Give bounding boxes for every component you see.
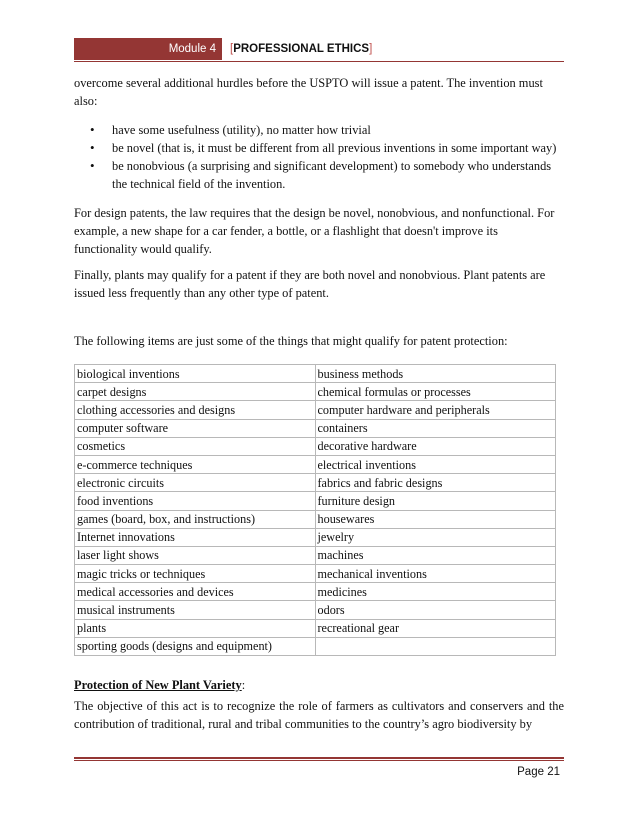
table-cell: medical accessories and devices — [75, 583, 316, 601]
table-cell: musical instruments — [75, 601, 316, 619]
design-text: For design patents, the law requires that the design be novel, nonobvious, and nonfunctional. For example, a new shape for a car fender, a bottle, or a flashlight that doesn't improve its functionality would qualify. — [74, 206, 555, 256]
table-cell: cosmetics — [75, 437, 316, 455]
table-row — [75, 492, 556, 510]
table-cell: jewelry — [315, 528, 556, 546]
table-cell: chemical formulas or processes — [315, 383, 556, 401]
table-cell: Internet innovations — [75, 528, 316, 546]
table-cell: electrical inventions — [315, 455, 556, 473]
table-row — [75, 565, 556, 583]
table-cell: magic tricks or techniques — [75, 565, 316, 583]
table-cell: computer software — [75, 419, 316, 437]
table-cell: mechanical inventions — [315, 565, 556, 583]
protection-paragraph: The objective of this act is to recognize the role of farmers as cultivators and conservers and the contribution of traditional, rural and tribal communities to the country’s agro biodiversity by — [74, 699, 564, 731]
table-cell: housewares — [315, 510, 556, 528]
plant-patents-paragraph — [74, 266, 564, 302]
table-row — [75, 546, 556, 564]
table-cell: furniture design — [315, 492, 556, 510]
footer-divider-thin — [74, 760, 564, 761]
table-cell: medicines — [315, 583, 556, 601]
table-row — [75, 637, 556, 655]
table-row — [75, 437, 556, 455]
intro-paragraph — [74, 74, 564, 110]
table-row — [75, 419, 556, 437]
table-cell: e-commerce techniques — [75, 455, 316, 473]
table-cell: food inventions — [75, 492, 316, 510]
table-row — [75, 474, 556, 492]
table-cell: machines — [315, 546, 556, 564]
list-item: • be nonobvious (a surprising and significant development) to somebody who understands the technical field of the invention. — [74, 157, 564, 193]
table-row — [75, 583, 556, 601]
requirements-list — [74, 121, 564, 193]
table-cell: computer hardware and peripherals — [315, 401, 556, 419]
plants-text: Finally, plants may qualify for a patent if they are both novel and nonobvious. Plant patents are issued less frequently than any other type of patent. — [74, 268, 546, 300]
table-cell: containers — [315, 419, 556, 437]
table-cell: recreational gear — [315, 619, 556, 637]
design-patents-paragraph — [74, 204, 564, 258]
table-row — [75, 383, 556, 401]
title-bracket-open: [ — [230, 43, 234, 55]
items-intro-text: The following items are just some of the things that might qualify for patent protection: — [74, 334, 508, 348]
table-row — [75, 601, 556, 619]
table-row — [75, 510, 556, 528]
table-row — [75, 455, 556, 473]
module-label: Module 4 — [74, 38, 222, 60]
table-cell — [315, 637, 556, 655]
table-cell: carpet designs — [75, 383, 316, 401]
table-row — [75, 528, 556, 546]
section-heading — [74, 678, 245, 693]
title-bracket-close: ] — [369, 43, 373, 55]
table-cell: electronic circuits — [75, 474, 316, 492]
page-number: Page 21 — [517, 766, 560, 778]
table-row — [75, 401, 556, 419]
patentable-items-table — [74, 364, 556, 656]
table-row — [75, 365, 556, 383]
table-cell: fabrics and fabric designs — [315, 474, 556, 492]
intro-text: overcome several additional hurdles before the USPTO will issue a patent. The invention must also: — [74, 76, 543, 108]
table-cell: laser light shows — [75, 546, 316, 564]
table-cell: decorative hardware — [315, 437, 556, 455]
header-divider — [74, 61, 564, 62]
table-row — [75, 619, 556, 637]
footer-divider — [74, 757, 564, 759]
page-header — [74, 38, 564, 60]
document-title — [230, 38, 372, 60]
table-cell: sporting goods (designs and equipment) — [75, 637, 316, 655]
title-text: PROFESSIONAL ETHICS — [233, 43, 370, 55]
table-cell: games (board, box, and instructions) — [75, 510, 316, 528]
table-cell: clothing accessories and designs — [75, 401, 316, 419]
table-cell: odors — [315, 601, 556, 619]
table-cell: business methods — [315, 365, 556, 383]
section-heading-colon: : — [241, 678, 246, 692]
table-cell: biological inventions — [75, 365, 316, 383]
section-heading-text: Protection of New Plant Variety — [74, 678, 242, 692]
list-item: • have some usefulness (utility), no matter how trivial — [74, 121, 564, 139]
table-cell: plants — [75, 619, 316, 637]
list-item: • be novel (that is, it must be different from all previous inventions in some important way) — [74, 139, 564, 157]
items-intro-paragraph — [74, 332, 564, 350]
